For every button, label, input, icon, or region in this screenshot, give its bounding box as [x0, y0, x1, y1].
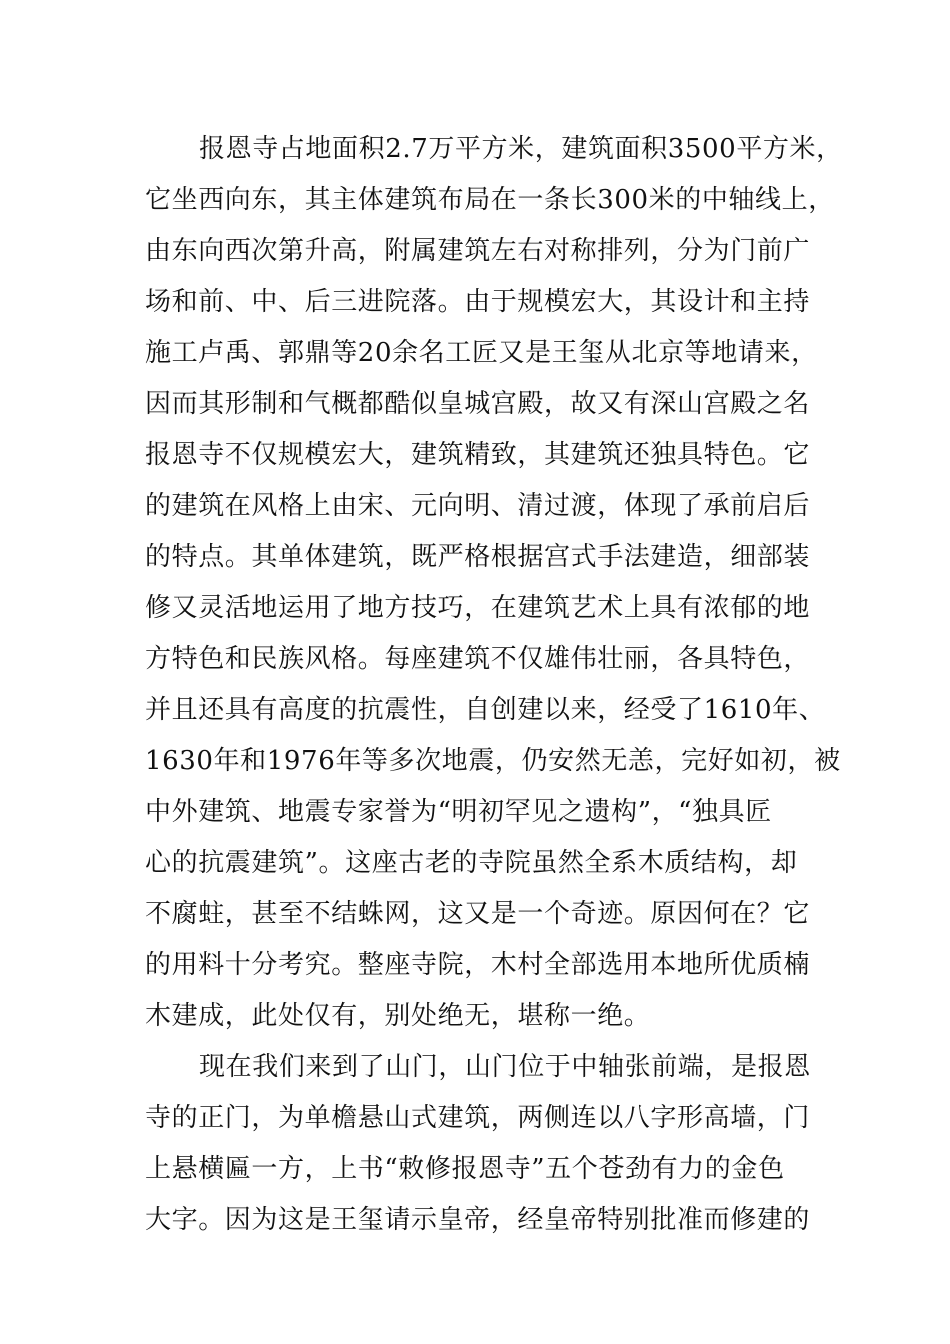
text-line: 上悬横匾一方，上书“敕修报恩寺”五个苍劲有力的金色 — [145, 1154, 785, 1184]
text-line: 修又灵活地运用了地方技巧，在建筑艺术上具有浓郁的地 — [145, 593, 811, 623]
text-line: 不腐蛀，甚至不结蛛网，这又是一个奇迹。原因何在？它 — [145, 899, 811, 929]
text-line: 现在我们来到了山门，山门位于中轴张前端，是报恩 — [199, 1052, 811, 1082]
text-line: 的用料十分考究。整座寺院，木村全部选用本地所优质楠 — [145, 950, 811, 980]
text-line: 并且还具有高度的抗震性，自创建以来，经受了1610年、 — [145, 695, 826, 725]
text-line: 因而其形制和气概都酷似皇城宫殿，故又有深山宫殿之名 — [145, 389, 811, 419]
text-line: 寺的正门，为单檐悬山式建筑，两侧连以八字形高墙，门 — [145, 1103, 811, 1133]
text-line: 施工卢禹、郭鼎等20余名工匠又是王玺从北京等地请来， — [145, 338, 818, 368]
text-line: 1630年和1976年等多次地震，仍安然无恙，完好如初，被 — [145, 746, 841, 776]
text-line: 场和前、中、后三进院落。由于规模宏大，其设计和主持 — [145, 287, 811, 317]
text-line: 的建筑在风格上由宋、元向明、清过渡，体现了承前启后 — [145, 491, 811, 521]
text-line: 的特点。其单体建筑，既严格根据宫式手法建造，细部装 — [145, 542, 811, 572]
text-line: 报恩寺不仅规模宏大，建筑精致，其建筑还独具特色。它 — [145, 440, 811, 470]
text-line: 方特色和民族风格。每座建筑不仅雄伟壮丽，各具特色， — [145, 644, 811, 674]
text-line: 木建成，此处仅有，别处绝无，堪称一绝。 — [145, 1001, 651, 1031]
text-line: 大字。因为这是王玺请示皇帝，经皇帝特别批准而修建的 — [145, 1205, 811, 1235]
text-line: 中外建筑、地震专家誉为“明初罕见之遗构”，“独具匠 — [145, 797, 772, 827]
text-line: 它坐西向东，其主体建筑布局在一条长300米的中轴线上， — [145, 185, 835, 215]
text-line: 报恩寺占地面积2.7万平方米，建筑面积3500平方米， — [199, 134, 843, 164]
text-line: 由东向西次第升高，附属建筑左右对称排列，分为门前广 — [145, 236, 811, 266]
text-line: 心的抗震建筑”。这座古老的寺院虽然全系木质结构，却 — [145, 848, 798, 878]
